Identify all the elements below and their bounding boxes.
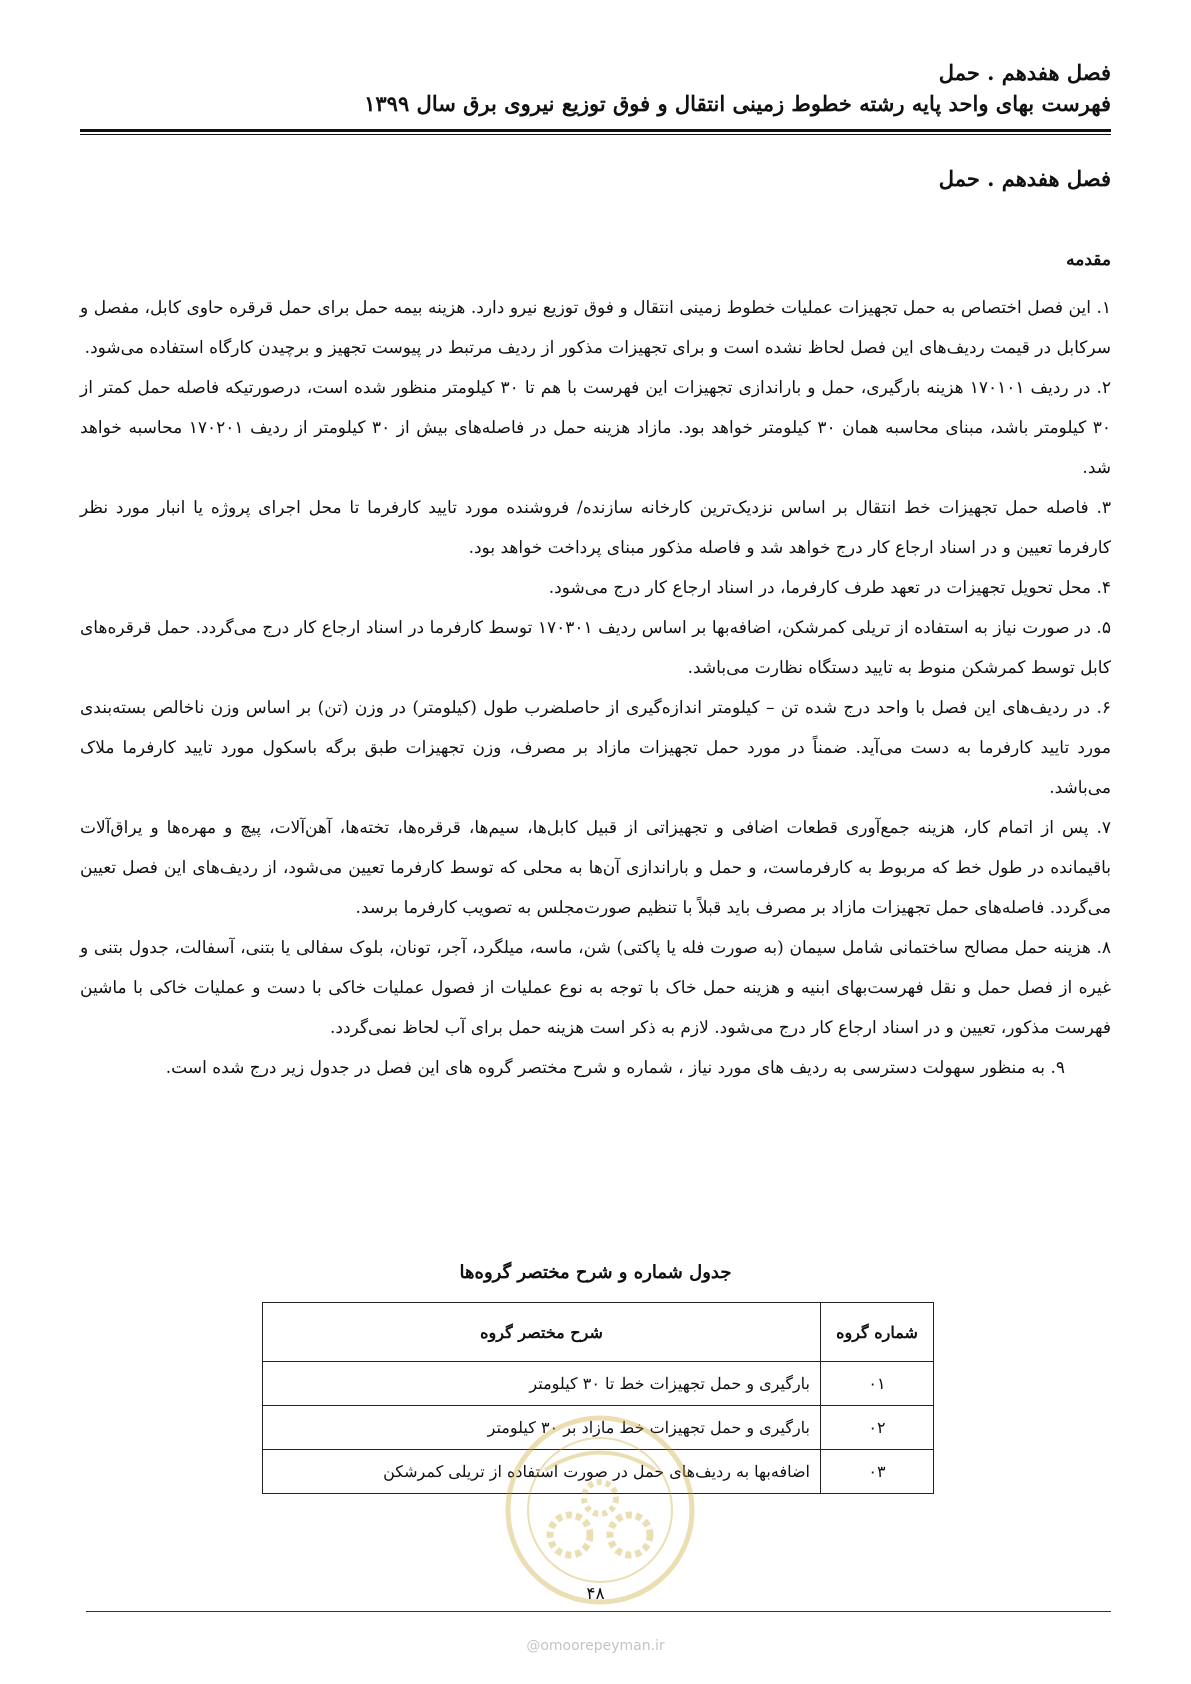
header-document-title: فهرست بهای واحد پایه رشته خطوط زمینی انتقال و فوق توزیع نیروی برق سال ۱۳۹۹ <box>364 91 1111 116</box>
chapter-title: فصل هفدهم . حمل <box>938 166 1111 191</box>
watermark-logo-icon <box>500 1410 700 1610</box>
paragraph-9: ۹. به منظور سهولت دسترسی به ردیف های مورد نیاز ، شماره و شرح مختصر گروه های این فصل در جدول زیر درج شده است. <box>165 1058 1065 1078</box>
intro-body <box>80 288 1111 1088</box>
footer-rule <box>86 1611 1111 1612</box>
group-description: بارگیری و حمل تجهیزات خط مازاد بر ۳۰ کیلومتر <box>263 1406 821 1450</box>
page-number: ۴۸ <box>586 1584 605 1604</box>
group-number: ۰۱ <box>821 1362 934 1406</box>
paragraph-4: ۴. محل تحویل تجهیزات در تعهد طرف کارفرما، در اسناد ارجاع کار درج می‌شود. <box>548 578 1111 598</box>
header-group-description: شرح مختصر گروه <box>263 1303 821 1362</box>
header-chapter: فصل هفدهم . حمل <box>938 60 1111 85</box>
header-group-number: شماره گروه <box>821 1303 934 1362</box>
intro-heading: مقدمه <box>1066 250 1111 270</box>
paragraph-7: ۷. پس از اتمام کار، هزینه جمع‌آوری قطعات اضافی و تجهیزاتی از قبیل کابل‌ها، سیم‌ها، قرقره‌ها، تخته‌ها، آهن‌آلات، پیچ و مهره‌ها و یراق‌آلات باقیمانده در طول خط که مربوط به کارفرماست، و حمل و باراندازی آن‌ها به محلی که توسط کارفرما تعیین می‌شود، از ردیف‌های این فصل تعیین می‌گردد. فاصله‌های حمل تجهیزات مازاد بر مصرف باید قبلاً با تنظیم صورت‌مجلس به تصویب کارفرما برسد. <box>80 818 1111 918</box>
paragraph-5: ۵. در صورت نیاز به استفاده از تریلی کمرشکن، اضافه‌بها بر اساس ردیف ۱۷۰۳۰۱ توسط کارفرما در اسناد ارجاع کار درج می‌گردد. حمل قرقره‌های کابل توسط کمرشکن منوط به تایید دستگاه نظارت می‌باشد. <box>80 618 1111 678</box>
group-number: ۰۲ <box>821 1406 934 1450</box>
paragraph-8: ۸. هزینه حمل مصالح ساختمانی شامل سیمان (به صورت فله یا پاکتی) شن، ماسه، میلگرد، آجر، تونان، بلوک سفالی یا بتنی، آسفالت، جدول بتنی و غیره از فصل حمل و نقل فهرست‌بهای ابنیه و هزینه حمل خاک با توجه به نوع عملیات از فصول عملیات خاکی با دست و عملیات خاکی با ماشین فهرست مذکور، تعیین و در اسناد ارجاع کار درج می‌شود. لازم به ذکر است هزینه حمل برای آب لحاظ نمی‌گردد. <box>80 938 1111 1038</box>
group-description: بارگیری و حمل تجهیزات خط تا ۳۰ کیلومتر <box>263 1362 821 1406</box>
paragraph-6: ۶. در ردیف‌های این فصل با واحد درج شده تن – کیلومتر اندازه‌گیری از حاصلضرب طول (کیلومتر) در وزن (تن) بر اساس وزن ناخالص بسته‌بندی مورد تایید کارفرما به دست می‌آید. ضمناً در مورد حمل تجهیزات مازاد بر مصرف، وزن تجهیزات طبق برگه باسکول مورد تایید کارفرما ملاک می‌باشد. <box>80 698 1111 798</box>
watermark-url: @omoorepeyman.ir <box>526 1638 665 1654</box>
table-row <box>263 1362 934 1406</box>
table-header-row <box>263 1303 934 1362</box>
header-rule-thin <box>80 134 1111 135</box>
group-description: اضافه‌بها به ردیف‌های حمل در صورت استفاده از تریلی کمرشکن <box>263 1450 821 1494</box>
paragraph-1: ۱. این فصل اختصاص به حمل تجهیزات عملیات خطوط زمینی انتقال و فوق توزیع نیرو دارد. هزینه بیمه حمل برای حمل قرقره حاوی کابل، مفصل و سرکابل در قیمت ردیف‌های این فصل لحاظ نشده است و برای تجهیزات مذکور از ردیف مرتبط در پیوست تجهیز و برچیدن کارگاه استفاده می‌شود. <box>80 298 1111 358</box>
running-header <box>80 58 1111 120</box>
paragraph-3: ۳. فاصله حمل تجهیزات خط انتقال بر اساس نزدیک‌ترین کارخانه سازنده/ فروشنده مورد تایید کارفرما تا محل اجرای پروژه یا انبار مورد نظر کارفرما تعیین و در اسناد ارجاع کار درج خواهد شد و فاصله مذکور مبنای پرداخت خواهد بود. <box>80 498 1111 558</box>
group-number: ۰۳ <box>821 1450 934 1494</box>
table-title: جدول شماره و شرح مختصر گروه‌ها <box>459 1262 732 1283</box>
paragraph-2: ۲. در ردیف ۱۷۰۱۰۱ هزینه بارگیری، حمل و باراندازی تجهیزات این فهرست با هم تا ۳۰ کیلومتر منظور شده است، درصورتیکه فاصله حمل کمتر از ۳۰ کیلومتر باشد، مبنای محاسبه همان ۳۰ کیلومتر خواهد بود. مازاد هزینه حمل در فاصله‌های بیش از ۳۰ کیلومتر از ردیف ۱۷۰۲۰۱ محاسبه خواهد شد. <box>80 378 1111 478</box>
header-rule-thick <box>80 129 1111 132</box>
